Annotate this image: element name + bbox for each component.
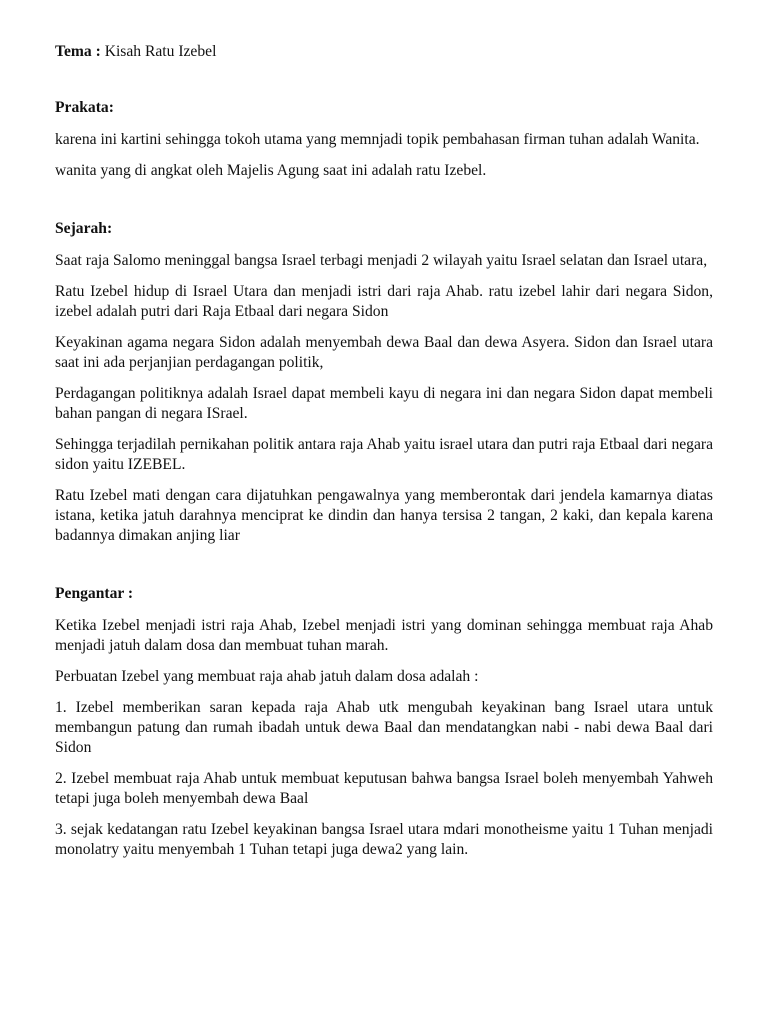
pengantar-list-item: 2. Izebel membuat raja Ahab untuk membuat keputusan bahwa bangsa Israel boleh menyembah Yahweh tetapi juga boleh menyembah dewa Baal	[55, 770, 713, 807]
sejarah-paragraph: Ratu Izebel mati dengan cara dijatuhkan pengawalnya yang memberontak dari jendela kamarnya diatas istana, ketika jatuh darahnya menciprat ke dindin dan hanya tersisa 2 tangan, 2 kaki, dan kepala karena badannya dimakan anjing liar	[55, 487, 713, 544]
section-pengantar	[55, 584, 713, 860]
prakata-paragraph: karena ini kartini sehingga tokoh utama yang memnjadi topik pembahasan firman tuhan adalah Wanita.	[55, 131, 700, 148]
pengantar-list-item: 1. Izebel memberikan saran kepada raja Ahab utk mengubah keyakinan bang Israel utara untuk membangun patung dan rumah ibadah untuk dewa Baal dan mendatangkan nabi - nabi dewa Baal dari Sidon	[55, 699, 713, 756]
pengantar-heading: Pengantar :	[55, 585, 134, 602]
document-page	[55, 42, 713, 871]
section-spacer	[55, 557, 713, 584]
sejarah-paragraph: Sehingga terjadilah pernikahan politik antara raja Ahab yaitu israel utara dan putri raja Etbaal dari negara sidon yaitu IZEBEL.	[55, 436, 713, 473]
sejarah-paragraph: Ratu Izebel hidup di Israel Utara dan menjadi istri dari raja Ahab. ratu izebel lahir dari negara Sidon, izebel adalah putri dari Raja Etbaal dari negara Sidon	[55, 283, 713, 320]
theme-line	[55, 42, 713, 62]
sejarah-heading: Sejarah:	[55, 220, 113, 237]
section-sejarah	[55, 219, 713, 546]
prakata-heading: Prakata:	[55, 99, 114, 116]
sejarah-paragraph: Perdagangan politiknya adalah Israel dapat membeli kayu di negara ini dan negara Sidon dapat membeli bahan pangan di negara ISrael.	[55, 385, 713, 422]
sejarah-paragraph: Keyakinan agama negara Sidon adalah menyembah dewa Baal dan dewa Asyera. Sidon dan Israel utara saat ini ada perjanjian perdagangan politik,	[55, 334, 713, 371]
section-spacer	[55, 192, 713, 219]
prakata-paragraph: wanita yang di angkat oleh Majelis Agung saat ini adalah ratu Izebel.	[55, 162, 487, 179]
theme-label: Tema :	[55, 43, 101, 60]
pengantar-paragraph: Perbuatan Izebel yang membuat raja ahab jatuh dalam dosa adalah :	[55, 668, 479, 685]
theme-value: Kisah Ratu Izebel	[104, 43, 217, 60]
section-prakata	[55, 98, 713, 181]
pengantar-paragraph: Ketika Izebel menjadi istri raja Ahab, Izebel menjadi istri yang dominan sehingga membuat raja Ahab menjadi jatuh dalam dosa dan membuat tuhan marah.	[55, 617, 713, 654]
sejarah-paragraph: Saat raja Salomo meninggal bangsa Israel terbagi menjadi 2 wilayah yaitu Israel selatan dan Israel utara,	[55, 252, 708, 269]
pengantar-list-item: 3. sejak kedatangan ratu Izebel keyakinan bangsa Israel utara mdari monotheisme yaitu 1 Tuhan menjadi monolatry yaitu menyembah 1 Tuhan tetapi juga dewa2 yang lain.	[55, 821, 713, 858]
